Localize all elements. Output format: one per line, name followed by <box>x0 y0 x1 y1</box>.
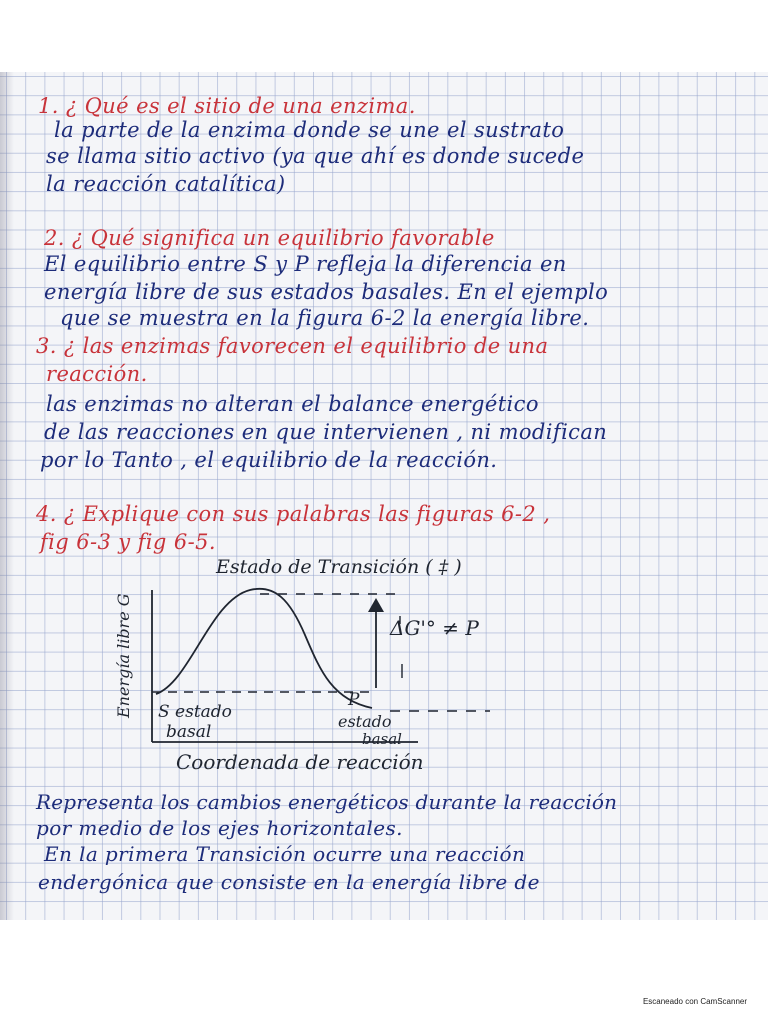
question-3-line-1: 3. ¿ las enzimas favorecen el equilibrio de una <box>36 334 549 358</box>
answer-3-line-2: de las reacciones en que intervienen , ni modifican <box>44 420 608 444</box>
question-2: 2. ¿ Qué significa un equilibrio favorable <box>44 226 495 250</box>
answer-4-line-1: Representa los cambios energéticos durante la reacción <box>36 790 618 814</box>
transition-state-label: Estado de Transición ( ‡ ) <box>216 556 462 578</box>
product-state-sub: basal <box>362 730 402 748</box>
answer-1-line-2: se llama sitio activo (ya que ahí es donde sucede <box>46 144 585 168</box>
question-3-line-2: reacción. <box>46 362 148 386</box>
camscanner-watermark: Escaneado con CamScanner <box>642 997 747 1006</box>
notebook-page <box>0 72 768 920</box>
substrate-state-sub: basal <box>166 722 212 742</box>
answer-1-line-1: la parte de la enzima donde se une el sustrato <box>54 118 565 142</box>
answer-3-line-1: las enzimas no alteran el balance energético <box>46 392 539 416</box>
delta-g-label: ΔG'° ≠ P <box>390 616 479 640</box>
energy-diagram <box>100 556 540 786</box>
answer-2-line-2: energía libre de sus estados basales. En el ejemplo <box>44 280 609 304</box>
page-edge-shadow <box>0 72 14 920</box>
y-axis-label: Energía libre G <box>114 593 133 718</box>
answer-4-line-4: endergónica que consiste en la energía libre de <box>38 870 540 894</box>
question-1: 1. ¿ Qué es el sitio de una enzima. <box>38 94 416 118</box>
question-4-line-2: fig 6-3 y fig 6-5. <box>40 530 216 554</box>
x-axis-label: Coordenada de reacción <box>176 750 424 774</box>
answer-2-line-1: El equilibrio entre S y P refleja la diferencia en <box>44 252 567 276</box>
product-state-label: estado <box>338 712 392 731</box>
answer-4-line-3: En la primera Transición ocurre una reacción <box>44 842 526 866</box>
substrate-state-label: S estado <box>158 702 232 722</box>
answer-1-line-3: la reacción catalítica) <box>46 172 286 196</box>
question-4-line-1: 4. ¿ Explique con sus palabras las figuras 6-2 , <box>36 502 551 526</box>
answer-3-line-3: por lo Tanto , el equilibrio de la reacción. <box>40 448 498 472</box>
energy-curve <box>156 589 372 708</box>
product-marker: P <box>348 690 360 710</box>
answer-4-line-2: por medio de los ejes horizontales. <box>36 816 403 840</box>
answer-2-line-3: que se muestra en la figura 6-2 la energía libre. <box>60 306 590 330</box>
delta-arrow-head <box>368 598 384 612</box>
